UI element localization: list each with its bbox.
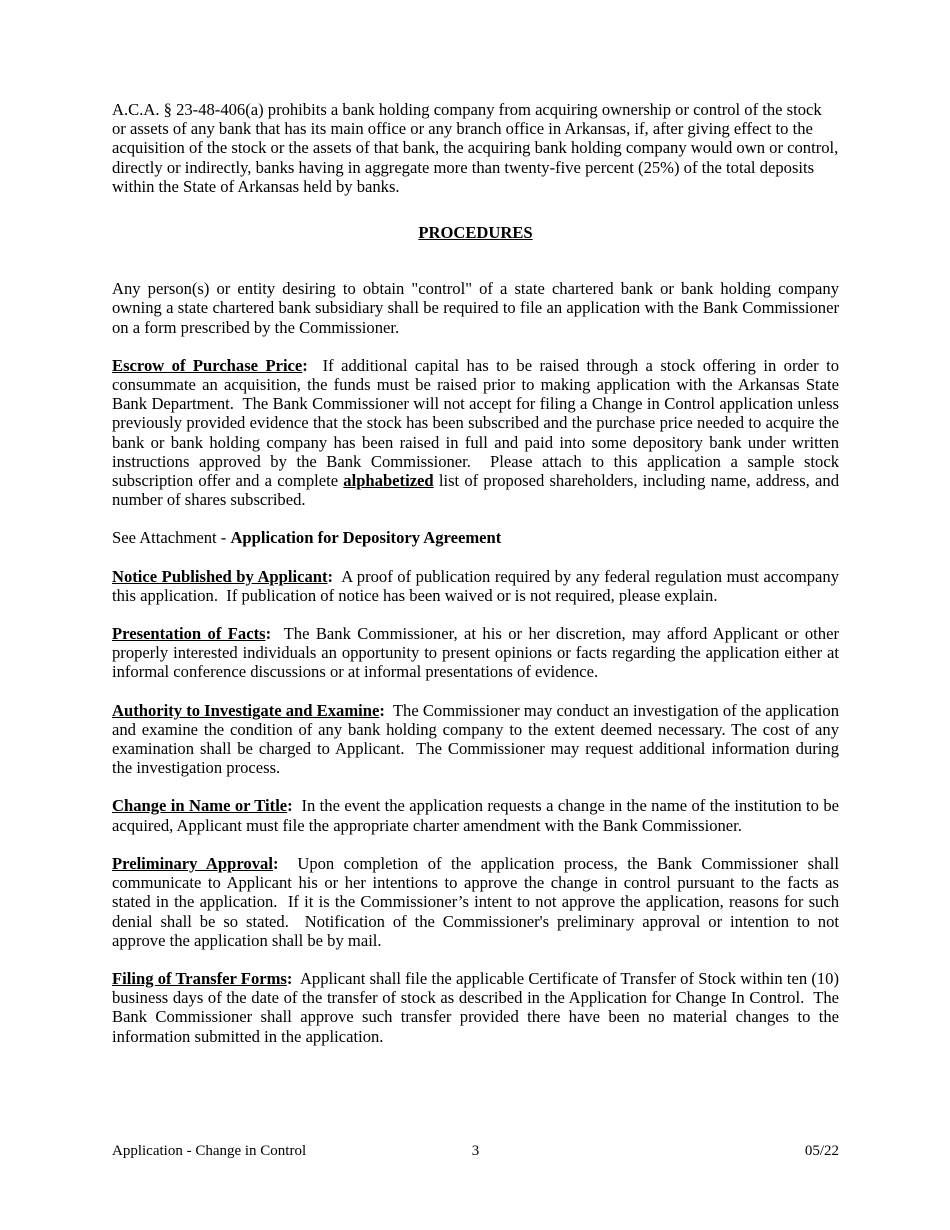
notice-term: Notice Published by Applicant	[112, 566, 328, 586]
preliminary-colon: :	[272, 853, 279, 873]
escrow-term: Escrow of Purchase Price	[112, 355, 303, 375]
presentation-text: The Bank Commissioner, at his or her discretion, may afford Applicant or other properly interested individuals an opportunity to present opinions or facts regarding the application either at informal conference discussions or at informal presentations of evidence.	[112, 624, 844, 682]
intro-text: A.C.A. § 23-48-406(a) prohibits a bank holding company from acquiring ownership or control of the stock or assets of any bank that has its main office or any branch office in Arkansas, if, after giving effect to the acquisition of the stock or the assets of that bank, the acquiring bank holding company would own or control, directly or indirectly, banks having in aggregate more than twenty-five percent (25%) of the total deposits within the State of Arkansas held by banks.	[112, 100, 839, 196]
authority-term: Authority to Investigate and Examine	[112, 700, 380, 720]
presentation-paragraph	[112, 624, 844, 682]
footer-revision-date: 05/22	[804, 1143, 839, 1159]
transfer-text: Applicant shall file the applicable Certificate of Transfer of Stock within ten (10) business days of the date of the transfer of stock as described in the Application for Change In Control. The Bank Commissioner shall approve such transfer provided there have been no material changes to the information submitted in the application.	[112, 968, 844, 1046]
notice-text: A proof of publication required by any federal regulation must accompany this application. If publication of notice has been waived or is not required, please explain.	[112, 566, 844, 605]
name-change-paragraph	[112, 796, 844, 835]
escrow-text-before: If additional capital has to be raised through a stock offering in order to consummate an acquisition, the funds must be raised prior to making application with the Arkansas State Bank Department. The Bank Commissioner will not accept for filing a Change in Control application unless previously provided evidence that the stock has been subscribed and the purchase price needed to acquire the bank or bank holding company has been raised in full and paid into some depository bank under written instructions approved by the Bank Commissioner. Please attach to this application a sample stock subscription offer and a complete	[112, 355, 844, 491]
escrow-paragraph	[112, 355, 844, 510]
authority-colon: :	[379, 700, 385, 720]
document-page	[112, 100, 844, 1065]
escrow-emphasis: alphabetized	[343, 471, 434, 491]
authority-text: The Commissioner may conduct an investigation of the application and examine the condition of any bank holding company to the extent deemed necessary. The cost of any examination shall be charged to Applicant. The Commissioner may request additional information during the investigation process.	[112, 700, 844, 778]
escrow-colon: :	[302, 355, 308, 375]
general-paragraph	[112, 279, 839, 337]
intro-paragraph	[112, 100, 839, 196]
name-change-term: Change in Name or Title	[112, 796, 288, 816]
preliminary-term: Preliminary Approval	[112, 853, 273, 873]
notice-paragraph	[112, 566, 844, 605]
general-text: Any person(s) or entity desiring to obtain "control" of a state chartered bank or bank holding company owning a state chartered bank subsidiary shall be required to file an application with the Bank Commissioner on a form prescribed by the Commissioner.	[112, 279, 839, 337]
footer-page-number: 3	[471, 1143, 480, 1159]
presentation-colon: :	[265, 624, 272, 644]
transfer-paragraph	[112, 968, 844, 1046]
preliminary-paragraph	[112, 853, 844, 950]
name-change-colon: :	[287, 796, 293, 816]
footer-document-title: Application - Change in Control	[112, 1143, 307, 1159]
attachment-prefix: See Attachment -	[112, 528, 231, 548]
name-change-text: In the event the application requests a change in the name of the institution to be acquired, Applicant must file the appropriate charter amendment with the Bank Commissioner.	[112, 796, 844, 835]
attachment-title: Application for Depository Agreement	[230, 528, 502, 548]
notice-colon: :	[327, 566, 334, 586]
attachment-paragraph	[112, 528, 839, 547]
transfer-term: Filing of Transfer Forms	[112, 968, 287, 988]
authority-paragraph	[112, 700, 844, 778]
page-footer	[112, 1142, 839, 1160]
transfer-colon: :	[286, 968, 293, 988]
preliminary-text: Upon completion of the application process, the Bank Commissioner shall communicate to Applicant his or her intentions to approve the change in control pursuant to the facts as stated in the application. If it is the Commissioner’s intent to not approve the application, reasons for such denial shall be so stated. Notification of the Commissioner's preliminary approval or intention to not approve the application shall be by mail.	[112, 853, 844, 950]
escrow-text-after: list of proposed shareholders, including name, address, and number of shares subscribed.	[112, 471, 839, 510]
procedures-heading: PROCEDURES	[418, 223, 533, 243]
presentation-term: Presentation of Facts	[112, 624, 266, 644]
